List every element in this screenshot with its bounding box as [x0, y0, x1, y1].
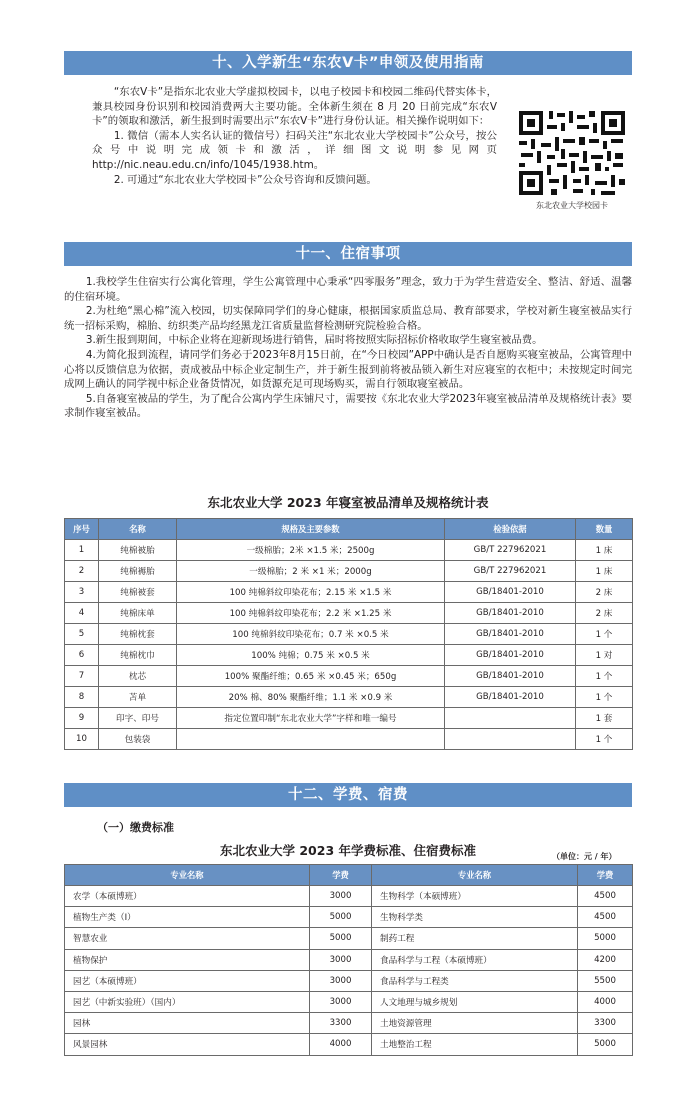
cell-major: 生物科学（本硕博班） — [372, 886, 578, 907]
cell-major: 园艺（本硕博班） — [65, 970, 310, 991]
cell-index: 7 — [65, 666, 99, 687]
cell-item-name: 枕芯 — [99, 666, 177, 687]
section10-paragraph-1: “东农Ⅴ卡”是指东北农业大学虚拟校园卡，以电子校园卡和校园二维码代替实体卡，兼具校园身份识别和校园消费两大主要功能。全体新生须在 8 月 20 日前完成“东农Ⅴ卡”的领取和激活，新生报到时需要出示“东农Ⅴ卡”进行身份认证。相关操作说明如下： — [92, 86, 497, 128]
cell-index: 5 — [65, 624, 99, 645]
cell-major: 土地整治工程 — [372, 1034, 578, 1055]
fee-standard-heading: （一）缴费标准 — [97, 821, 174, 834]
col-header-quantity: 数量 — [576, 519, 633, 540]
table-row — [65, 603, 633, 624]
fee-table-unit: （单位：元 / 年） — [552, 852, 617, 861]
cell-fee: 5500 — [578, 970, 633, 991]
section10-paragraph-2: 1. 微信（需本人实名认证的微信号）扫码关注“东北农业大学校园卡”公众号，按公众号中说明完成领卡和激活，详细图文说明参见网页 http://nic.neau.edu.cn/info/1045/1938.htm。 — [92, 129, 497, 171]
cell-quantity: 2 床 — [576, 582, 633, 603]
section10-title: 十、入学新生“东农Ⅴ卡”申领及使用指南 — [212, 55, 484, 71]
cell-index: 2 — [65, 561, 99, 582]
cell-fee: 4200 — [578, 949, 633, 970]
cell-fee: 4500 — [578, 886, 633, 907]
section10-paragraph-3: 2. 可通过“东北农业大学校园卡”公众号咨询和反馈问题。 — [113, 173, 377, 186]
cell-spec: 100 纯棉斜纹印染花布；2.2 米 ×1.25 米 — [177, 603, 445, 624]
cell-fee: 5000 — [578, 928, 633, 949]
cell-fee: 5000 — [310, 928, 372, 949]
section11-banner — [64, 242, 632, 266]
fee-table-header — [65, 865, 633, 886]
cell-standard — [445, 729, 576, 750]
cell-fee: 5000 — [578, 1034, 633, 1055]
bedding-table — [64, 518, 633, 750]
cell-spec: 100 纯棉斜纹印染花布；2.15 米 ×1.5 米 — [177, 582, 445, 603]
cell-quantity: 1 床 — [576, 561, 633, 582]
cell-item-name: 纯棉床单 — [99, 603, 177, 624]
cell-major: 人文地理与城乡规划 — [372, 991, 578, 1012]
cell-quantity: 1 个 — [576, 687, 633, 708]
table-row — [65, 1034, 633, 1055]
cell-index: 6 — [65, 645, 99, 666]
cell-index: 1 — [65, 540, 99, 561]
col-header-fee-right: 学费 — [578, 865, 633, 886]
cell-fee: 3000 — [310, 970, 372, 991]
cell-major: 食品科学与工程类 — [372, 970, 578, 991]
cell-major: 智慧农业 — [65, 928, 310, 949]
cell-quantity: 1 床 — [576, 540, 633, 561]
cell-quantity: 1 个 — [576, 666, 633, 687]
cell-fee: 3000 — [310, 991, 372, 1012]
cell-item-name: 纯棉枕巾 — [99, 645, 177, 666]
cell-spec: 100% 聚酯纤维；0.65 米 ×0.45 米；650g — [177, 666, 445, 687]
cell-item-name: 纯棉被套 — [99, 582, 177, 603]
cell-quantity: 1 套 — [576, 708, 633, 729]
cell-quantity: 1 对 — [576, 645, 633, 666]
cell-fee: 4000 — [578, 991, 633, 1012]
section11-title: 十一、住宿事项 — [295, 246, 401, 262]
cell-standard: GB/18401-2010 — [445, 624, 576, 645]
table-row — [65, 624, 633, 645]
cell-standard: GB/18401-2010 — [445, 687, 576, 708]
cell-item-name: 印字、印号 — [99, 708, 177, 729]
cell-major: 农学（本硕博班） — [65, 886, 310, 907]
cell-spec: 100 纯棉斜纹印染花布；0.7 米 ×0.5 米 — [177, 624, 445, 645]
cell-quantity: 1 个 — [576, 729, 633, 750]
section11-paragraph-2: 2.为杜绝“黑心棉”流入校园，切实保障同学们的身心健康，根据国家质监总局、教育部要求，学校对新生寝室被品实行统一招标采购，棉胎、纺织类产品均经黑龙江省质量监督检测研究院检验合格。 — [64, 305, 632, 332]
table-row — [65, 886, 633, 907]
cell-fee: 4000 — [310, 1034, 372, 1055]
cell-standard — [445, 708, 576, 729]
cell-spec: 20% 棉、80% 聚酯纤维；1.1 米 ×0.9 米 — [177, 687, 445, 708]
cell-standard: GB/18401-2010 — [445, 666, 576, 687]
cell-fee: 3000 — [310, 886, 372, 907]
fee-table-title: 东北农业大学 2023 年学费标准、住宿费标准 — [220, 843, 476, 858]
table-row — [65, 970, 633, 991]
cell-spec: 一级棉胎；2 米 ×1 米；2000g — [177, 561, 445, 582]
cell-fee: 3300 — [578, 1013, 633, 1034]
cell-major: 植物生产类（I） — [65, 907, 310, 928]
cell-major: 风景园林 — [65, 1034, 310, 1055]
cell-major: 园林 — [65, 1013, 310, 1034]
table-row — [65, 729, 633, 750]
col-header-spec: 规格及主要参数 — [177, 519, 445, 540]
cell-major: 植物保护 — [65, 949, 310, 970]
col-header-name: 名称 — [99, 519, 177, 540]
col-header-major-right: 专业名称 — [372, 865, 578, 886]
table-row — [65, 1013, 633, 1034]
col-header-major-left: 专业名称 — [65, 865, 310, 886]
cell-major: 土地资源管理 — [372, 1013, 578, 1034]
section11-paragraph-3: 3.新生报到期间，中标企业将在迎新现场进行销售，届时将按照实际招标价格收取学生寝室被品费。 — [85, 334, 543, 347]
cell-fee: 4500 — [578, 907, 633, 928]
cell-standard: GB/18401-2010 — [445, 603, 576, 624]
cell-standard: GB/T 227962021 — [445, 561, 576, 582]
qr-code-image — [517, 109, 627, 197]
section11-paragraph-4: 4.为简化报到流程，请同学们务必于2023年8月15日前，在“今日校园”APP中确认是否自愿购买寝室被品，公寓管理中心将以反馈信息为依据，责成被品中标企业定制生产，并于新生报到前将被品锁入新生对应寝室的衣柜中；未按规定时间完成网上确认的同学视中标企业备货情况，如货源充足可现场购买，需自行领取寝室被品。 — [64, 348, 632, 391]
bedding-table-header — [65, 519, 633, 540]
cell-quantity: 1 个 — [576, 624, 633, 645]
qr-caption: 东北农业大学校园卡 — [536, 201, 608, 210]
cell-fee: 5000 — [310, 907, 372, 928]
cell-fee: 3000 — [310, 949, 372, 970]
cell-index: 4 — [65, 603, 99, 624]
section10-body — [92, 85, 497, 187]
cell-spec: 一级棉胎；2米 ×1.5 米；2500g — [177, 540, 445, 561]
cell-major: 园艺（中新实验班）（国内） — [65, 991, 310, 1012]
cell-index: 3 — [65, 582, 99, 603]
table-row — [65, 666, 633, 687]
table-row — [65, 582, 633, 603]
cell-item-name: 纯棉褥胎 — [99, 561, 177, 582]
table-row — [65, 540, 633, 561]
table-row — [65, 708, 633, 729]
section12-banner — [64, 783, 632, 807]
section12-title: 十二、学费、宿费 — [288, 787, 408, 803]
table-row — [65, 645, 633, 666]
cell-standard: GB/T 227962021 — [445, 540, 576, 561]
cell-index: 10 — [65, 729, 99, 750]
cell-standard: GB/18401-2010 — [445, 582, 576, 603]
cell-item-name: 纯棉被胎 — [99, 540, 177, 561]
cell-index: 8 — [65, 687, 99, 708]
fee-table — [64, 864, 633, 1056]
table-row — [65, 928, 633, 949]
col-header-fee-left: 学费 — [310, 865, 372, 886]
cell-major: 生物科学类 — [372, 907, 578, 928]
cell-item-name: 包装袋 — [99, 729, 177, 750]
section11-body — [64, 275, 632, 421]
cell-item-name: 纯棉枕套 — [99, 624, 177, 645]
cell-spec: 指定位置印制“东北农业大学”字样和唯一编号 — [177, 708, 445, 729]
col-header-standard: 检验依据 — [445, 519, 576, 540]
section11-paragraph-1: 1.我校学生住宿实行公寓化管理，学生公寓管理中心秉承“四零服务”理念，致力于为学生营造安全、整洁、舒适、温馨的住宿环境。 — [64, 276, 632, 303]
table-row — [65, 949, 633, 970]
table-row — [65, 907, 633, 928]
table-row — [65, 561, 633, 582]
cell-index: 9 — [65, 708, 99, 729]
table-row — [65, 687, 633, 708]
cell-quantity: 2 床 — [576, 603, 633, 624]
bedding-table-title: 东北农业大学 2023 年寝室被品清单及规格统计表 — [207, 495, 489, 510]
cell-major: 食品科学与工程（本硕博班） — [372, 949, 578, 970]
cell-standard: GB/18401-2010 — [445, 645, 576, 666]
col-header-index: 序号 — [65, 519, 99, 540]
table-row — [65, 991, 633, 1012]
cell-spec — [177, 729, 445, 750]
section10-banner — [64, 51, 632, 75]
cell-major: 制药工程 — [372, 928, 578, 949]
section11-paragraph-5: 5.自备寝室被品的学生，为了配合公寓内学生床铺尺寸，需要按《东北农业大学2023年寝室被品清单及规格统计表》要求制作寝室被品。 — [64, 392, 632, 420]
cell-spec: 100% 纯棉；0.75 米 ×0.5 米 — [177, 645, 445, 666]
cell-item-name: 苫单 — [99, 687, 177, 708]
cell-fee: 3300 — [310, 1013, 372, 1034]
